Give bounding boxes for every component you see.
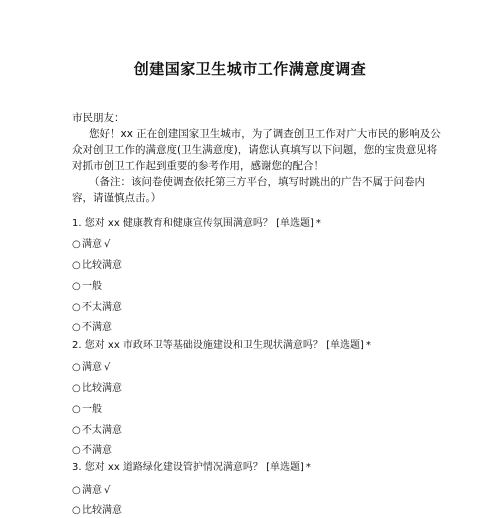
radio-circle-icon[interactable]: ○ [72, 383, 81, 394]
question-title [72, 339, 371, 353]
check-mark-icon: √ [104, 485, 111, 496]
page-title: 创建国家卫生城市工作满意度调查 [133, 60, 367, 78]
option-label: 满意 [82, 239, 102, 250]
question-text: 1. 您对 xx 健康教育和健康宣传氛围满意吗？ [单选题] [72, 218, 314, 229]
radio-circle-icon[interactable]: ○ [72, 322, 81, 333]
radio-circle-icon[interactable]: ○ [72, 505, 81, 516]
option-label: 一般 [82, 281, 102, 292]
option-label: 比较满意 [82, 383, 122, 394]
radio-option[interactable] [72, 382, 122, 396]
radio-option[interactable] [72, 259, 122, 273]
option-label: 一般 [82, 404, 102, 415]
required-marker: * [365, 340, 371, 351]
intro-body: 您好！xx 正在创建国家卫生城市，为了调查创卫工作对广大市民的影响及公众对创卫工作的满意度(卫生满意度)，请您认真填写以下问题，您的宝贵意见将对抓市创卫工作起到重要的参考作用，感谢您的配合！ [72, 128, 441, 172]
radio-option[interactable] [72, 361, 110, 375]
radio-option[interactable] [72, 301, 122, 315]
radio-option[interactable] [72, 444, 112, 458]
radio-option[interactable] [72, 238, 110, 252]
question-title [72, 461, 311, 475]
option-label: 比较满意 [82, 260, 122, 271]
radio-option[interactable] [72, 504, 122, 518]
option-label: 满意 [82, 362, 102, 373]
radio-option[interactable] [72, 280, 102, 294]
intro-note: （备注：该问卷使调查依托第三方平台，填写时跳出的广告不属于问卷内容，请谨慎点击。） [72, 176, 425, 204]
intro-greeting: 市民朋友： [72, 112, 125, 124]
radio-option[interactable] [72, 403, 102, 417]
radio-circle-icon[interactable]: ○ [72, 404, 81, 415]
required-marker: * [305, 462, 311, 473]
radio-option[interactable] [72, 484, 110, 498]
radio-circle-icon[interactable]: ○ [72, 445, 81, 456]
option-label: 不满意 [82, 322, 112, 333]
radio-circle-icon[interactable]: ○ [72, 425, 81, 436]
radio-circle-icon[interactable]: ○ [72, 302, 81, 313]
question-text: 3. 您对 xx 道路绿化建设管护情况满意吗？ [单选题] [72, 462, 304, 473]
intro-section [72, 110, 442, 206]
required-marker: * [315, 218, 321, 229]
option-label: 不太满意 [82, 425, 122, 436]
option-label: 比较满意 [82, 505, 122, 516]
radio-option[interactable] [72, 321, 112, 335]
option-label: 满意 [82, 485, 102, 496]
radio-circle-icon[interactable]: ○ [72, 485, 81, 496]
radio-circle-icon[interactable]: ○ [72, 239, 81, 250]
radio-circle-icon[interactable]: ○ [72, 260, 81, 271]
radio-circle-icon[interactable]: ○ [72, 362, 81, 373]
question-text: 2. 您对 xx 市政环卫等基础设施建设和卫生现状满意吗？ [单选题] [72, 340, 364, 351]
radio-option[interactable] [72, 424, 122, 438]
option-label: 不满意 [82, 445, 112, 456]
check-mark-icon: √ [104, 239, 111, 250]
option-label: 不太满意 [82, 302, 122, 313]
radio-circle-icon[interactable]: ○ [72, 281, 81, 292]
question-title [72, 217, 321, 231]
check-mark-icon: √ [104, 362, 111, 373]
